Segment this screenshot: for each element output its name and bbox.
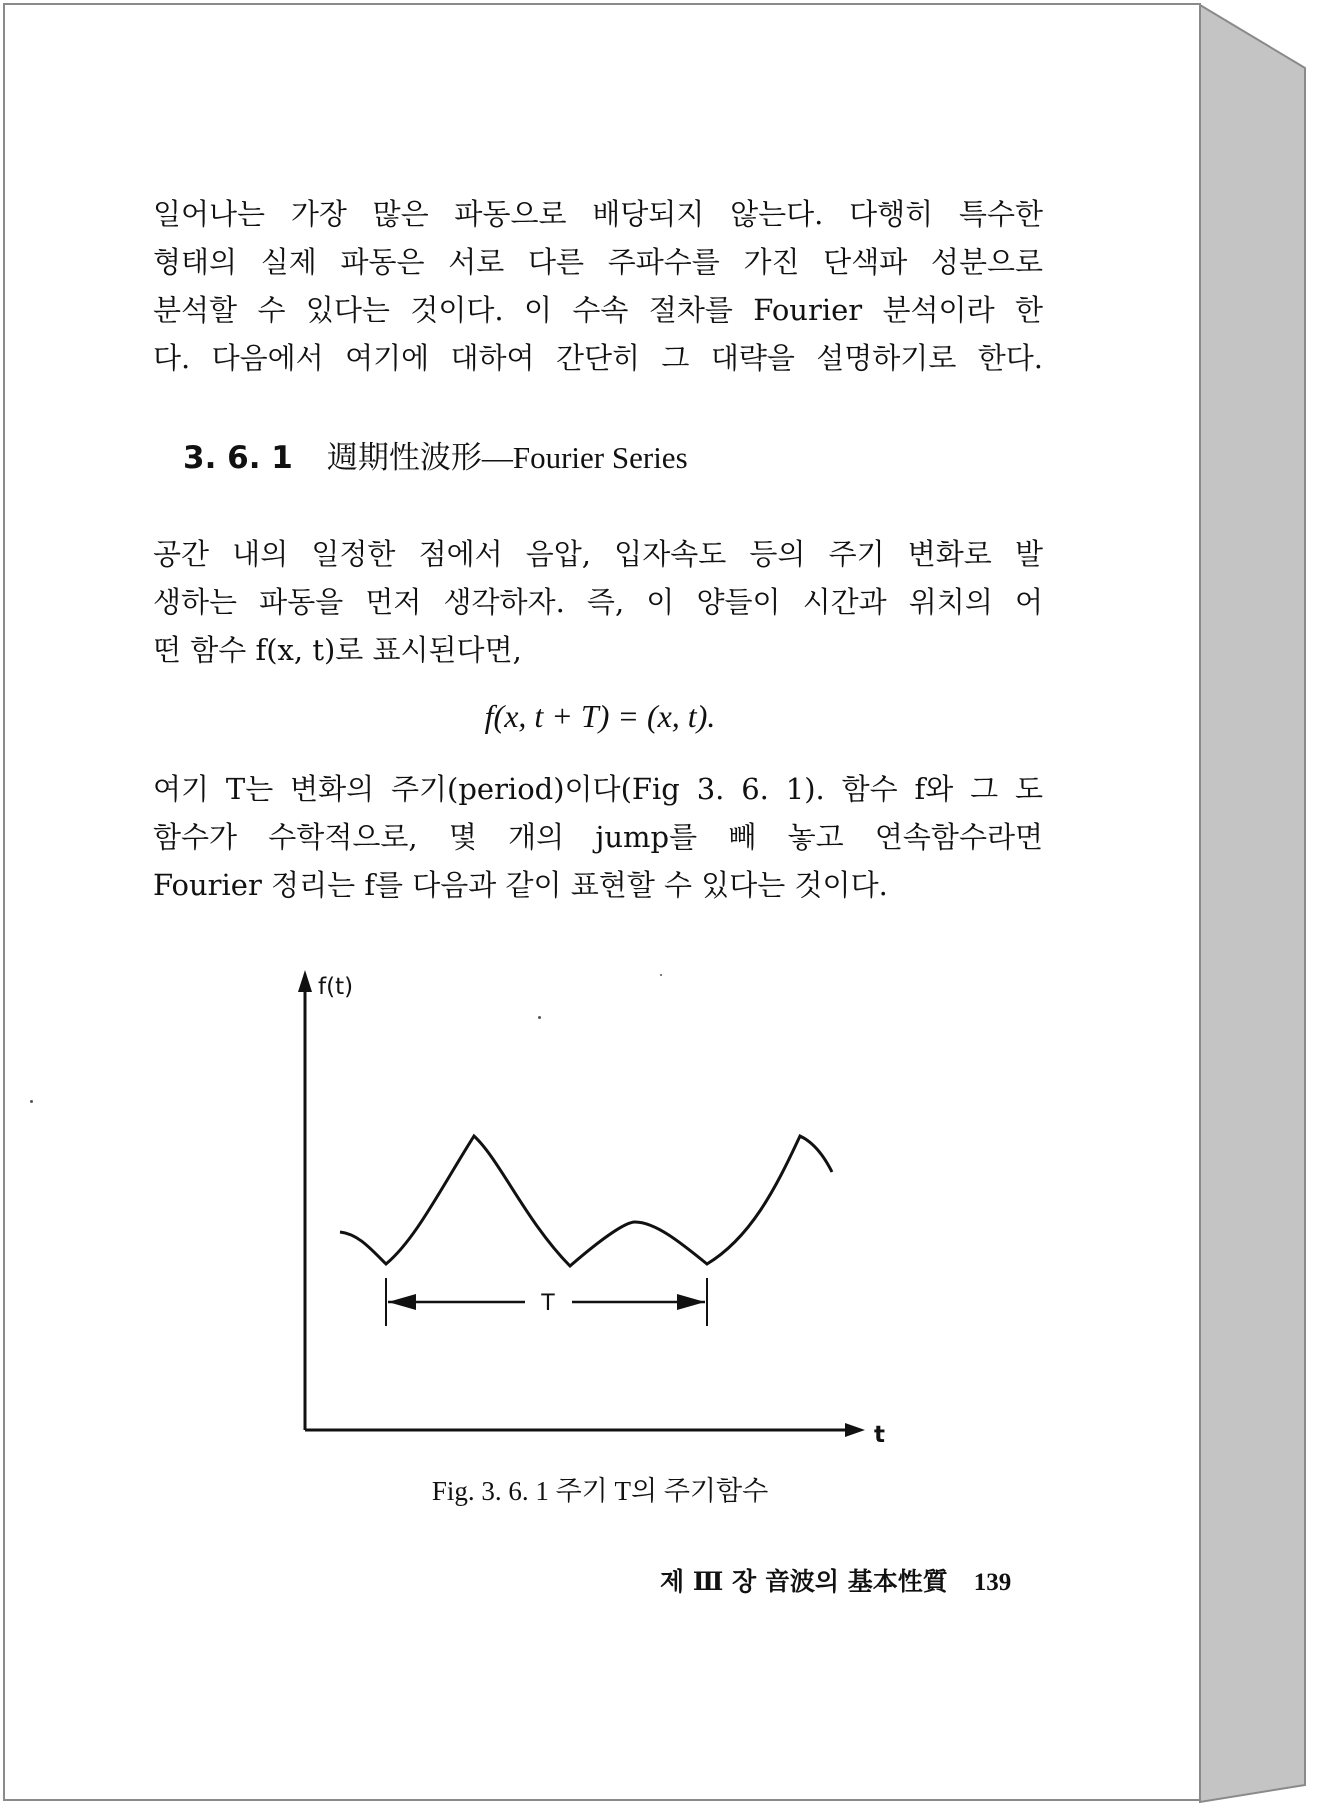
period-label: T (541, 1291, 555, 1316)
section-title: 週期性波形—Fourier Series (326, 440, 688, 475)
section-number: 3. 6. 1 (183, 440, 293, 476)
paragraph-periodic (153, 530, 1043, 674)
figure-plot (280, 960, 900, 1500)
y-axis-arrowhead (298, 970, 312, 992)
text-line: Fourier 정리는 f를 다음과 같이 표현할 수 있다는 것이다. (153, 868, 888, 902)
y-axis-label: f(t) (318, 974, 354, 1000)
text-line: 다. 다음에서 여기에 대하여 간단히 그 대략을 설명하기로 한다. (153, 341, 1043, 375)
scan-speck (538, 1016, 541, 1019)
figure-caption: Fig. 3. 6. 1 주기 T의 주기함수 (431, 1476, 769, 1506)
text-line: 떤 함수 f(x, t)로 표시된다면, (153, 633, 522, 667)
footer-chapter-title: 제 Ⅲ 장 音波의 基本性質 (660, 1567, 948, 1596)
section-heading (183, 432, 688, 477)
x-axis-arrowhead (845, 1423, 865, 1437)
page-number: 139 (973, 1569, 1012, 1596)
x-axis-label: t (874, 1422, 885, 1448)
periodic-waveform (340, 1136, 832, 1266)
text-line: 함수가 수학적으로, 몇 개의 jump를 빼 놓고 연속함수라면 (153, 820, 1043, 854)
text-line: 여기 T는 변화의 주기(period)이다(Fig 3. 6. 1). 함수 f와 그 도 (153, 772, 1043, 806)
text-line: 형태의 실제 파동은 서로 다른 주파수를 가진 단색파 성분으로 (153, 245, 1043, 279)
figure-periodic-function (280, 960, 900, 1500)
running-footer (660, 1562, 1011, 1598)
period-arrowhead-left (388, 1294, 416, 1310)
text-line: 공간 내의 일정한 점에서 음압, 입자속도 등의 주기 변화로 발 (153, 537, 1043, 571)
spine-face (1200, 5, 1305, 1802)
scan-speck (660, 974, 662, 976)
text-line: 생하는 파동을 먼저 생각하자. 즉, 이 양들이 시간과 위치의 어 (153, 585, 1043, 619)
paragraph-intro (153, 190, 1043, 382)
paragraph-fourier (153, 765, 1043, 909)
text-line: 분석할 수 있다는 것이다. 이 수속 절차를 Fourier 분석이라 한 (153, 293, 1043, 327)
period-arrowhead-right (677, 1294, 705, 1310)
text-line: 일어나는 가장 많은 파동으로 배당되지 않는다. 다행히 특수한 (153, 197, 1043, 231)
scan-speck (30, 1100, 33, 1103)
equation-periodicity: f(x, t + T) = (x, t). (484, 698, 716, 734)
